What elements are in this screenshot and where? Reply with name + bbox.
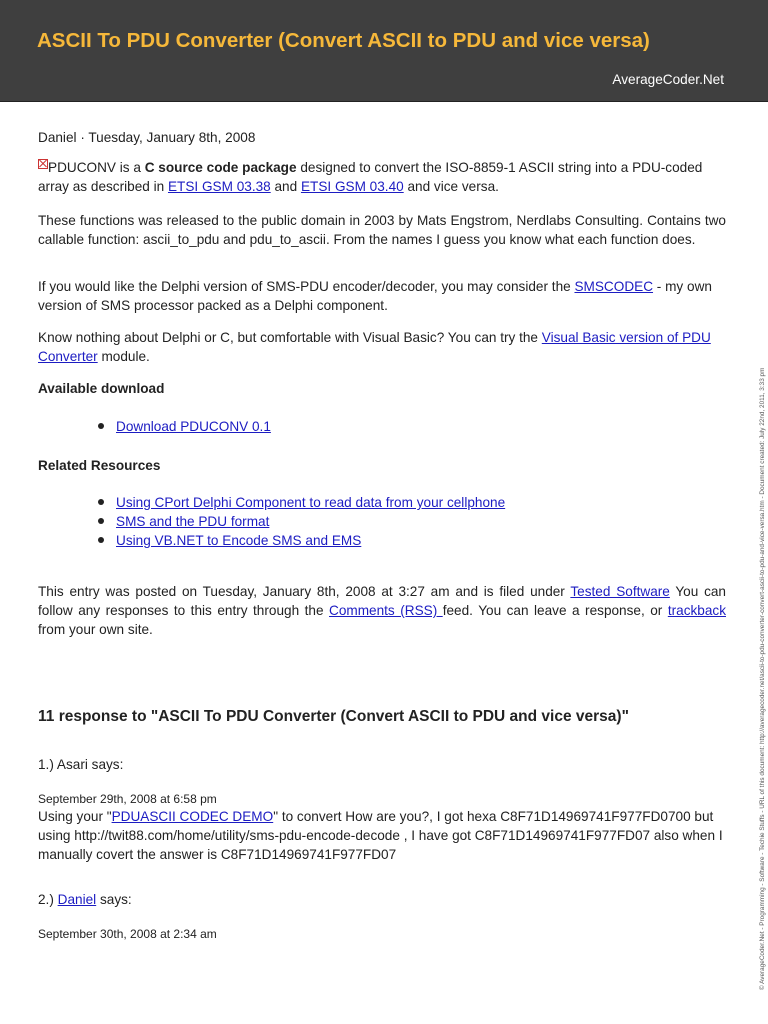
page-title: ASCII To PDU Converter (Convert ASCII to PDU and vice versa): [37, 29, 650, 52]
download-pduconv-link[interactable]: Download PDUCONV 0.1: [116, 419, 271, 434]
related-link-sms-pdu-format[interactable]: SMS and the PDU format: [116, 514, 270, 529]
list-item: [98, 512, 505, 531]
download-list: [98, 417, 271, 436]
comments-rss-link[interactable]: Comments (RSS): [329, 603, 443, 618]
responses-heading: 11 response to "ASCII To PDU Converter (Convert ASCII to PDU and vice versa)": [38, 708, 629, 725]
comment-author-link[interactable]: Daniel: [57, 892, 97, 907]
post-byline: Daniel · Tuesday, January 8th, 2008: [38, 130, 256, 145]
related-link-vbnet[interactable]: Using VB.NET to Encode SMS and EMS: [116, 533, 362, 548]
related-link-cport[interactable]: Using CPort Delphi Component to read data from your cellphone: [116, 495, 506, 510]
page-header: [0, 0, 768, 102]
response-2-date: September 30th, 2008 at 2:34 am: [38, 927, 217, 941]
etsi-gsm-0340-link[interactable]: ETSI GSM 03.40: [300, 179, 404, 194]
related-list: [98, 493, 505, 550]
available-download-heading: Available download: [38, 381, 165, 396]
broken-image-icon: [38, 159, 48, 169]
vb-paragraph: Know nothing about Delphi or C, but comfortable with Visual Basic? You can try the Visual Basic version of PDU Converter module.: [38, 330, 711, 364]
site-name[interactable]: AverageCoder.Net: [612, 72, 724, 87]
category-link[interactable]: Tested Software: [570, 584, 670, 599]
response-1-header: 1.) Asari says:: [38, 757, 124, 772]
smscodec-link[interactable]: SMSCODEC: [574, 279, 654, 294]
response-1-date: September 29th, 2008 at 6:58 pm: [38, 792, 217, 806]
list-item: [98, 493, 505, 512]
delphi-paragraph: If you would like the Delphi version of SMS-PDU encoder/decoder, you may consider the SMSCODEC - my own version of SMS processor packed as a Delphi component.: [38, 279, 712, 313]
related-resources-heading: Related Resources: [38, 458, 161, 473]
post-footer: This entry was posted on Tuesday, January 8th, 2008 at 3:27 am and is filed under Tested Software You can follow any responses to this entry through the Comments (RSS) feed. You can leave a response, or trackback from your own site.: [38, 584, 726, 637]
intro-paragraph: PDUCONV is a C source code package designed to convert the ISO-8859-1 ASCII string into a PDU-coded array as described in ETSI GSM 03.38 and ETSI GSM 03.40 and vice versa.: [38, 160, 703, 194]
trackback-link[interactable]: trackback: [667, 603, 726, 618]
list-item: [98, 531, 505, 550]
etsi-gsm-0338-link[interactable]: ETSI GSM 03.38: [167, 179, 271, 194]
pduascii-codec-demo-link[interactable]: PDUASCII CODEC DEMO: [111, 809, 274, 824]
comment-author: Asari: [56, 757, 88, 772]
response-1-body: Using your "PDUASCII CODEC DEMO" to convert How are you?, I got hexa C8F71D14969741F977FD0700 but using http://twit88.com/home/utility/sms-pdu-encode-decode , I have got C8F71D14969741F977FD07 also when I manually covert the answer is C8F71D14969741F977FD07: [38, 809, 723, 862]
description-paragraph: These functions was released to the public domain in 2003 by Mats Engstrom, Nerdlabs Consulting. Contains two callable function: ascii_to_pdu and pdu_to_ascii. From the names I guess you know what each function does.: [38, 213, 726, 247]
response-2-header: 2.) Daniel says:: [38, 892, 132, 907]
document-source-note: © AverageCoder.Net - Programming - Software - Techie Stuffs - URL of this document: http://averagecoder.net/ascii-to-pdu-converter-convert-ascii-to-pdu-and-vice-versa.htm - Document created: July 22nd, 2011, 3:33 pm: [759, 367, 766, 990]
vb-pdu-converter-link[interactable]: Visual Basic version of PDU Converter: [38, 330, 711, 364]
list-item: [98, 417, 271, 436]
